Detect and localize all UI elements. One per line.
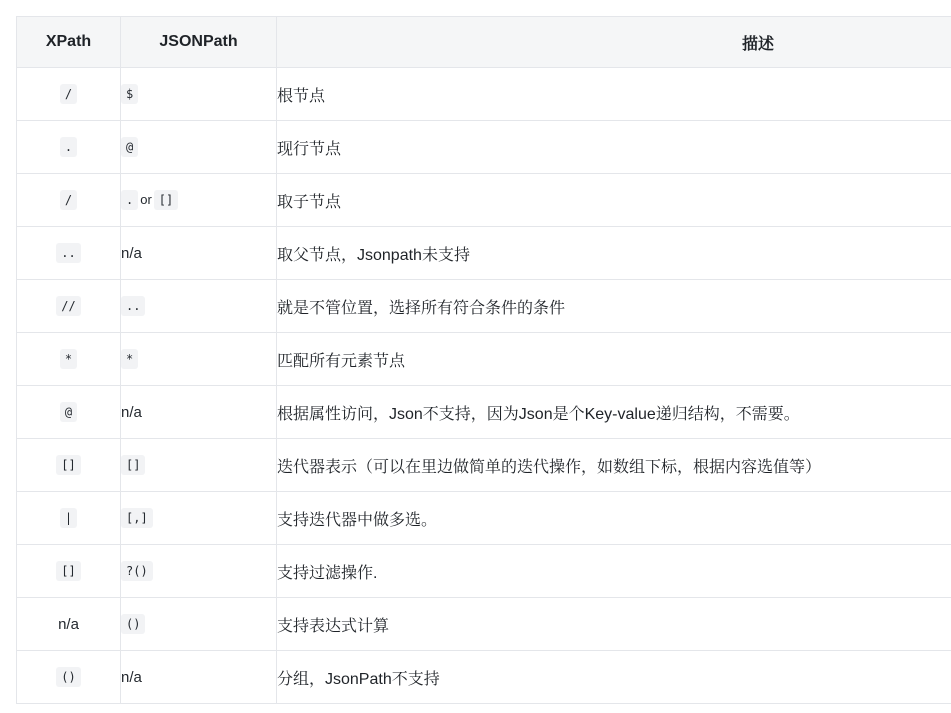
table-row	[17, 545, 951, 598]
cell-jsonpath	[121, 121, 277, 174]
cell-description	[277, 280, 951, 333]
table-body	[17, 68, 951, 704]
cell-xpath	[17, 439, 121, 492]
xpath-value: ..	[56, 243, 80, 263]
cell-jsonpath	[121, 68, 277, 121]
cell-description	[277, 121, 951, 174]
cell-description	[277, 68, 951, 121]
cell-jsonpath	[121, 651, 277, 704]
cell-description	[277, 174, 951, 227]
cell-description	[277, 492, 951, 545]
jsonpath-value: []	[121, 455, 145, 475]
cell-xpath	[17, 651, 121, 704]
cell-jsonpath	[121, 545, 277, 598]
table-row	[17, 121, 951, 174]
cell-jsonpath	[121, 227, 277, 280]
cell-description	[277, 598, 951, 651]
column-header-xpath: XPath	[17, 17, 121, 68]
description-value: 取父节点，Jsonpath未支持	[277, 246, 470, 264]
jsonpath-value: [,]	[121, 508, 153, 528]
description-value: 取子节点	[277, 193, 342, 211]
description-value: 支持表达式计算	[277, 617, 390, 635]
cell-xpath	[17, 174, 121, 227]
jsonpath-value: $	[121, 84, 138, 104]
jsonpath-value: n/a	[121, 668, 142, 686]
table-row	[17, 439, 951, 492]
jsonpath-value-part: .	[121, 190, 138, 210]
jsonpath-value: n/a	[121, 403, 142, 421]
description-value: 匹配所有元素节点	[277, 352, 406, 370]
cell-jsonpath	[121, 386, 277, 439]
xpath-value: ()	[56, 667, 80, 687]
description-value: 支持迭代器中做多选。	[277, 511, 438, 529]
table-row	[17, 68, 951, 121]
cell-xpath	[17, 280, 121, 333]
description-value: 就是不管位置，选择所有符合条件的条件	[277, 299, 566, 317]
xpath-jsonpath-comparison-table	[16, 16, 951, 704]
table-row	[17, 333, 951, 386]
cell-xpath	[17, 386, 121, 439]
cell-description	[277, 651, 951, 704]
cell-xpath	[17, 492, 121, 545]
cell-description	[277, 545, 951, 598]
xpath-value: *	[60, 349, 77, 369]
table-header-row	[17, 17, 951, 68]
jsonpath-value-part: []	[154, 190, 178, 210]
cell-xpath	[17, 227, 121, 280]
description-value: 现行节点	[277, 140, 342, 158]
xpath-value: []	[56, 455, 80, 475]
xpath-value: //	[56, 296, 80, 316]
table-row	[17, 174, 951, 227]
jsonpath-value: ()	[121, 614, 145, 634]
cell-xpath	[17, 333, 121, 386]
cell-jsonpath	[121, 492, 277, 545]
jsonpath-value: *	[121, 349, 138, 369]
description-value: 根据属性访问，Json不支持，因为Json是个Key-value递归结构，不需要。	[277, 405, 800, 423]
xpath-value: .	[60, 137, 77, 157]
cell-jsonpath	[121, 598, 277, 651]
table-row	[17, 598, 951, 651]
table-row	[17, 386, 951, 439]
description-value: 分组，JsonPath不支持	[277, 670, 440, 688]
cell-xpath	[17, 545, 121, 598]
cell-description	[277, 439, 951, 492]
cell-description	[277, 333, 951, 386]
xpath-value: |	[60, 508, 77, 528]
cell-xpath	[17, 121, 121, 174]
jsonpath-value: ?()	[121, 561, 153, 581]
xpath-value: @	[60, 402, 77, 422]
column-header-jsonpath: JSONPath	[121, 17, 277, 68]
cell-jsonpath	[121, 280, 277, 333]
table-row	[17, 227, 951, 280]
table-header	[17, 17, 951, 68]
xpath-value: n/a	[58, 615, 79, 633]
description-value: 支持过滤操作.	[277, 564, 378, 582]
jsonpath-value: n/a	[121, 244, 142, 262]
jsonpath-value: . or []	[121, 192, 178, 207]
cell-jsonpath	[121, 174, 277, 227]
jsonpath-value: @	[121, 137, 138, 157]
cell-xpath	[17, 68, 121, 121]
cell-description	[277, 386, 951, 439]
table-row	[17, 492, 951, 545]
table-row	[17, 651, 951, 704]
cell-description	[277, 227, 951, 280]
cell-xpath	[17, 598, 121, 651]
xpath-value: /	[60, 190, 77, 210]
table-row	[17, 280, 951, 333]
jsonpath-value: ..	[121, 296, 145, 316]
description-value: 根节点	[277, 87, 326, 105]
description-value: 迭代器表示（可以在里边做简单的迭代操作，如数组下标，根据内容选值等）	[277, 458, 822, 476]
xpath-value: []	[56, 561, 80, 581]
column-header-description: 描述	[277, 17, 951, 68]
xpath-value: /	[60, 84, 77, 104]
cell-jsonpath	[121, 333, 277, 386]
cell-jsonpath	[121, 439, 277, 492]
